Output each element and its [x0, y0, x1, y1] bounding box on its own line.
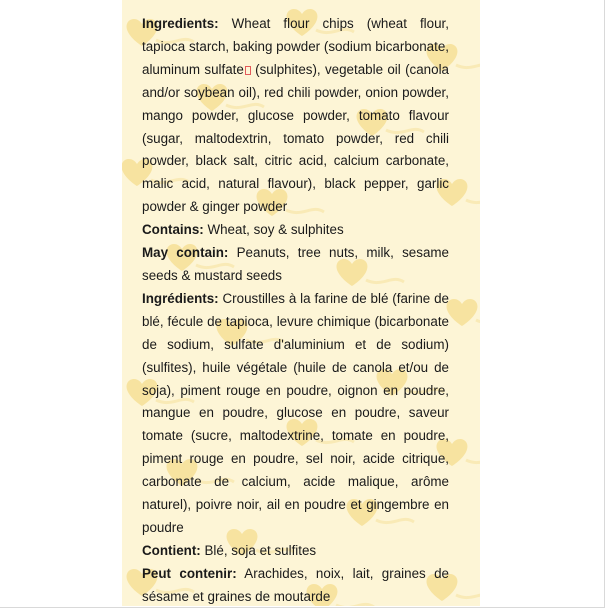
ingredient-label-panel	[122, 0, 480, 606]
ingredients-en-heading: Ingredients:	[142, 16, 219, 31]
may-contain-fr-heading: Peut contenir:	[142, 565, 237, 581]
may-contain-en-text: Peanuts, tree nuts, milk, sesame seeds & mustard seeds	[142, 245, 449, 283]
ingredients-en-text-part2: (sulphites), vegetable oil (canola and/or soybean oil), red chili powder, onion powder, mango powder, glucose powder, tomato flavour (sugar, maltodextrin, tomato powder, red chili powder, black salt, citric acid, calcium carbonate, malic acid, natural flavour), black pepper, garlic powder & ginger powder	[142, 61, 449, 215]
contains-en-heading: Contains:	[142, 222, 204, 238]
ingredients-fr-text: Croustilles à la farine de blé (farine de blé, fécule de tapioca, levure chimique (bicarbonate de sodium, sulfate d'aluminium et de sodium) (sulfites), huile végétale (huile de canola et/ou de soja), piment rouge en poudre, oignon en poudre, mangue en poudre, glucose en poudre, saveur tomate (sucre, maltodextrine, tomate en poudre, piment rouge en poudre, sel noir, acide citrique, carbonate de calcium, acide malique, arôme naturel), poivre noir, ail en poudre et gingembre en poudre	[142, 290, 449, 535]
contains-en-text: Wheat, soy & sulphites	[203, 222, 344, 238]
may-contain-fr-paragraph	[142, 563, 449, 606]
may-contain-fr-text: Arachides, noix, lait, graines de sésame et graines de moutarde	[142, 565, 449, 604]
ingredient-label-text	[142, 13, 449, 606]
ingredients-fr-paragraph	[142, 288, 449, 540]
ingredients-en-paragraph	[142, 13, 449, 219]
ingredients-fr-heading: Ingrédients:	[142, 290, 219, 306]
may-contain-en-paragraph	[142, 242, 449, 288]
contains-en-paragraph	[142, 219, 449, 242]
contains-fr-text: Blé, soja et sulfites	[200, 542, 317, 558]
contains-fr-heading: Contient:	[142, 542, 201, 558]
ingredients-en-text-part1: Wheat flour chips (wheat flour, tapioca starch, baking powder (sodium bicarbonate, aluminum sulfate	[142, 16, 449, 77]
contains-fr-paragraph	[142, 540, 449, 563]
may-contain-en-heading: May contain:	[142, 245, 229, 261]
